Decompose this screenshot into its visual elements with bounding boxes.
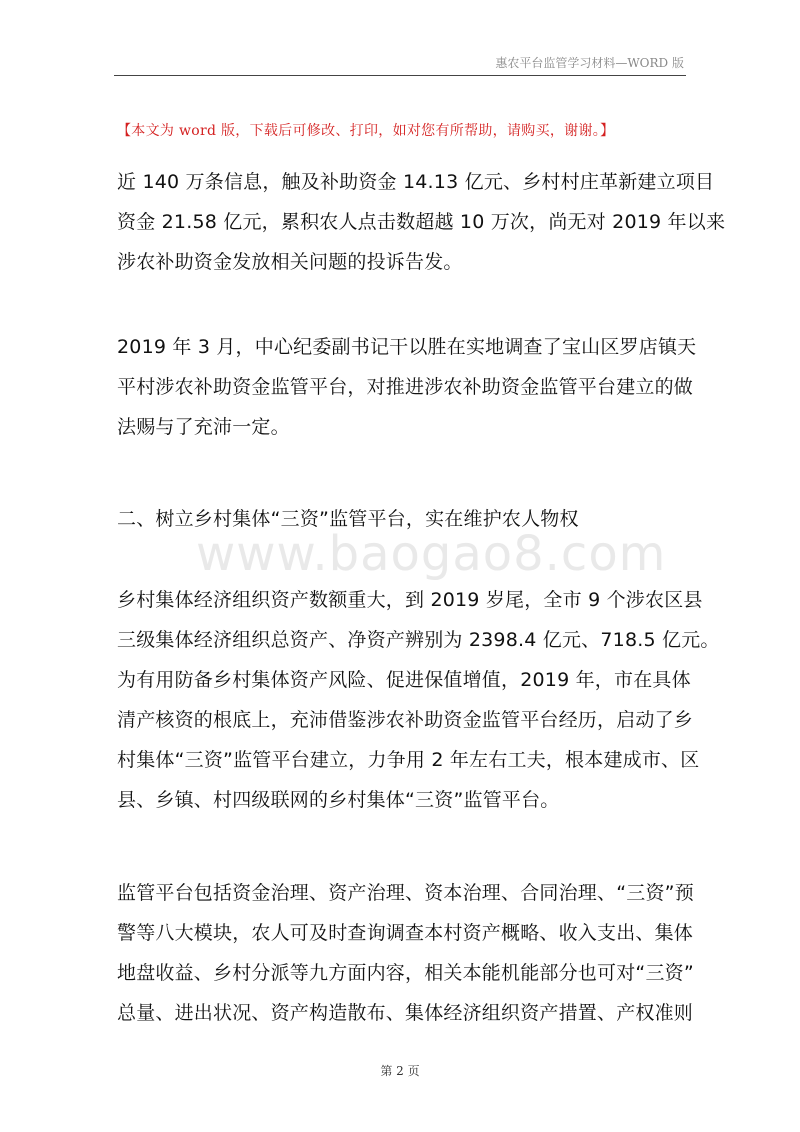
text-line: 总量、进出状况、资产构造散布、集体经济组织资产措置、产权准则 <box>117 1002 694 1024</box>
paragraph-platform-modules <box>117 873 697 1033</box>
text-line: 2019 年 3 月，中心纪委副书记干以胜在实地调查了宝山区罗店镇天 <box>117 336 697 358</box>
watermark: www.baogao8.com <box>196 526 667 582</box>
paragraph-collective-assets <box>117 580 720 820</box>
text-line: 资金 21.58 亿元，累积农人点击数超越 10 万次，尚无对 2019 年以来 <box>117 211 726 233</box>
running-header: 惠农平台监管学习材料—WORD 版 <box>495 56 684 70</box>
paragraph-subsidy-stats <box>117 162 726 282</box>
text-line: 三级集体经济组织总资产、净资产辨别为 2398.4 亿元、718.5 亿元。 <box>117 629 720 651</box>
header-rule <box>114 75 686 76</box>
text-line: 县、乡镇、村四级联网的乡村集体“三资”监管平台。 <box>117 789 560 811</box>
text-line: 乡村集体经济组织资产数额重大，到 2019 岁尾，全市 9 个涉农区县 <box>117 589 703 611</box>
text-line: 平村涉农补助资金监管平台，对推进涉农补助资金监管平台建立的做 <box>117 376 694 398</box>
text-line: 涉农补助资金发放相关问题的投诉告发。 <box>117 251 463 273</box>
text-line: 村集体“三资”监管平台建立，力争用 2 年左右工夫，根本建成市、区 <box>117 749 700 771</box>
text-line: 清产核资的根底上，充沛借鉴涉农补助资金监管平台经历，启动了乡 <box>117 709 694 731</box>
text-line: 地盘收益、乡村分派等九方面内容，相关本能机能部分也可对“三资” <box>117 962 694 984</box>
heading-line: 二、树立乡村集体“三资”监管平台，实在维护农人物权 <box>117 508 579 530</box>
text-line: 警等八大模块，农人可及时查询调查本村资产概略、收入支出、集体 <box>117 922 694 944</box>
page-number: 第 2 页 <box>380 1064 420 1078</box>
paragraph-inspection <box>117 327 697 447</box>
text-line: 法赐与了充沛一定。 <box>117 416 290 438</box>
text-line: 监管平台包括资金治理、资产治理、资本治理、合同治理、“三资”预 <box>117 882 694 904</box>
text-line: 近 140 万条信息，触及补助资金 14.13 亿元、乡村村庄革新建立项目 <box>117 171 715 193</box>
text-line: 为有用防备乡村集体资产风险、促进保值增值，2019 年，市在具体 <box>117 669 691 691</box>
purchase-notice: 【本文为 word 版，下载后可修改、打印，如对您有所帮助，请购买，谢谢。】 <box>117 123 615 139</box>
